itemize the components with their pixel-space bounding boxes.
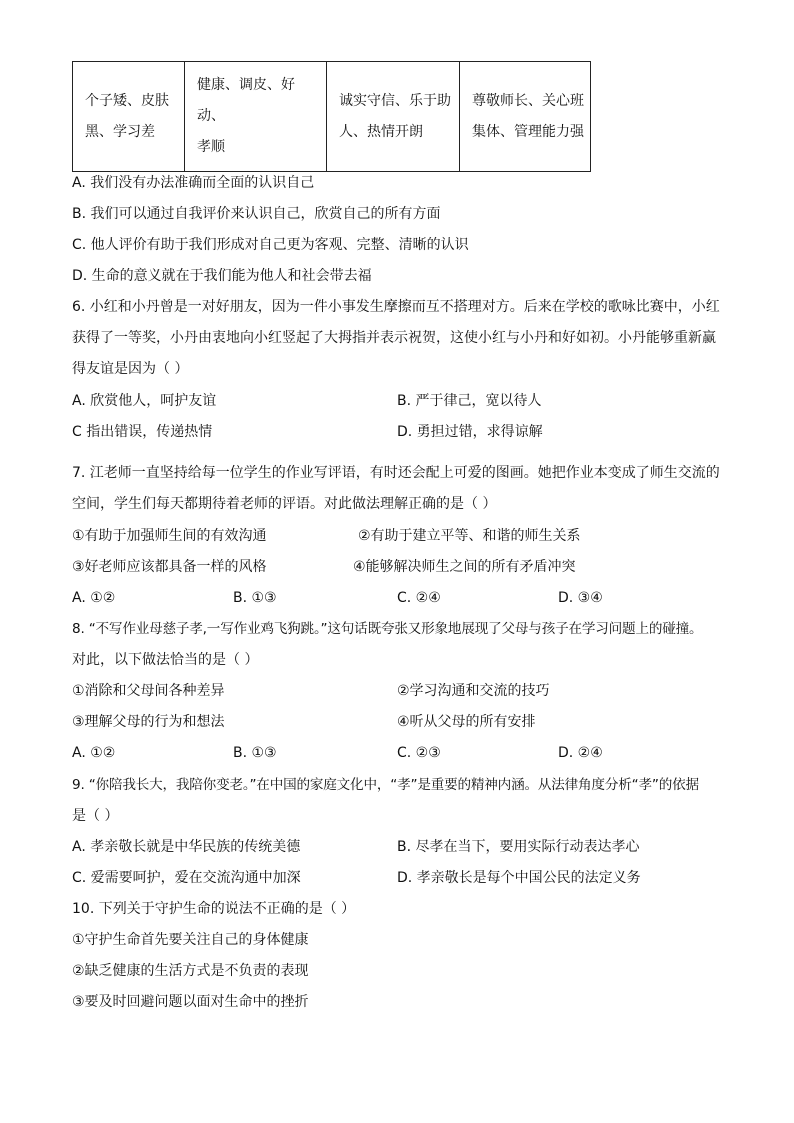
q10-statement: ①守护生命首先要关注自己的身体健康 [72, 932, 309, 948]
q7-option-d: D. ③④ [558, 590, 603, 606]
cell-line: 尊敬师长、关心班 [472, 92, 584, 109]
q9-stem-line: 9. “你陪我长大，我陪你变老。”在中国的家庭文化中，“孝”是重要的精神内涵。从法律角度分析“孝”的依据 [72, 777, 699, 793]
q7-option-a: A. ①② [72, 590, 116, 606]
cell-line: 健康、调皮、好动、 [197, 77, 295, 124]
q8-option-c: C. ②③ [397, 745, 441, 761]
cell-line: 集体、管理能力强 [472, 123, 584, 140]
q7-statement: ④能够解决师生之间的所有矛盾冲突 [353, 559, 576, 575]
q7-option-c: C. ②④ [397, 590, 441, 606]
q6-option-a: A. 欣赏他人，呵护友谊 [72, 393, 217, 409]
q8-option-d: D. ②④ [558, 745, 603, 761]
q7-statement: ②有助于建立平等、和谐的师生关系 [358, 528, 581, 544]
q6-option-c: C 指出错误，传递热情 [72, 424, 213, 440]
q8-statement: ④听从父母的所有安排 [397, 714, 536, 730]
q7-statement: ①有助于加强师生间的有效沟通 [72, 528, 267, 544]
q6-stem-line: 获得了一等奖，小丹由衷地向小红竖起了大拇指并表示祝贺，这使小红与小丹和好如初。小丹能够重新赢 [72, 330, 716, 346]
q5-option-b: B. 我们可以通过自我评价来认识自己，欣赏自己的所有方面 [72, 206, 441, 222]
q7-stem-line: 7. 江老师一直坚持给每一位学生的作业写评语，有时还会配上可爱的图画。她把作业本变成了师生交流的 [72, 465, 720, 481]
q8-option-b: B. ①③ [233, 745, 277, 761]
table-cell [460, 62, 591, 172]
q9-option-a: A. 孝亲敬长就是中华民族的传统美德 [72, 839, 301, 855]
cell-line: 孝顺 [197, 139, 225, 155]
q9-option-d: D. 孝亲敬长是每个中国公民的法定义务 [397, 870, 641, 886]
q9-option-b: B. 尽孝在当下，要用实际行动表达孝心 [397, 839, 640, 855]
q8-stem-line: 8. “不写作业母慈子孝,一写作业鸡飞狗跳。”这句话既夸张又形象地展现了父母与孩子在学习问题上的碰撞。 [72, 621, 703, 637]
cell-line: 个子矮、皮肤 [85, 92, 169, 109]
q8-statement: ①消除和父母间各种差异 [72, 683, 225, 699]
q5-option-a: A. 我们没有办法准确而全面的认识自己 [72, 175, 315, 191]
traits-table [72, 61, 591, 172]
q6-option-d: D. 勇担过错，求得谅解 [397, 424, 543, 440]
table-row [73, 62, 591, 172]
cell-line: 黑、学习差 [85, 123, 155, 140]
q8-statement: ②学习沟通和交流的技巧 [397, 683, 550, 699]
q6-stem-line: 6. 小红和小丹曾是一对好朋友，因为一件小事发生摩擦而互不搭理对方。后来在学校的歌咏比赛中，小红 [72, 299, 720, 315]
cell-line: 诚实守信、乐于助 [339, 92, 451, 109]
q5-option-d: D. 生命的意义就在于我们能为他人和社会带去福 [72, 268, 372, 284]
q10-stem-line: 10. 下列关于守护生命的说法不正确的是（ ） [72, 901, 356, 917]
q8-option-a: A. ①② [72, 745, 116, 761]
q9-option-c: C. 爱需要呵护，爱在交流沟通中加深 [72, 870, 301, 886]
q8-stem-line: 对此，以下做法恰当的是（ ） [72, 652, 259, 668]
table-cell [185, 62, 327, 172]
table-cell [327, 62, 460, 172]
q9-stem-line: 是（ ） [72, 808, 119, 824]
q8-statement: ③理解父母的行为和想法 [72, 714, 225, 730]
q6-stem-line: 得友谊是因为（ ） [72, 361, 189, 377]
q7-option-b: B. ①③ [233, 590, 277, 606]
q10-statement: ③要及时回避问题以面对生命中的挫折 [72, 994, 309, 1010]
q6-option-b: B. 严于律己，宽以待人 [397, 393, 542, 409]
q7-stem-line: 空间，学生们每天都期待着老师的评语。对此做法理解正确的是（ ） [72, 496, 497, 512]
q5-option-c: C. 他人评价有助于我们形成对自己更为客观、完整、清晰的认识 [72, 237, 469, 253]
cell-line: 人、热情开朗 [339, 123, 423, 140]
q7-statement: ③好老师应该都具备一样的风格 [72, 559, 267, 575]
table-cell [73, 62, 185, 172]
q10-statement: ②缺乏健康的生活方式是不负责的表现 [72, 963, 309, 979]
